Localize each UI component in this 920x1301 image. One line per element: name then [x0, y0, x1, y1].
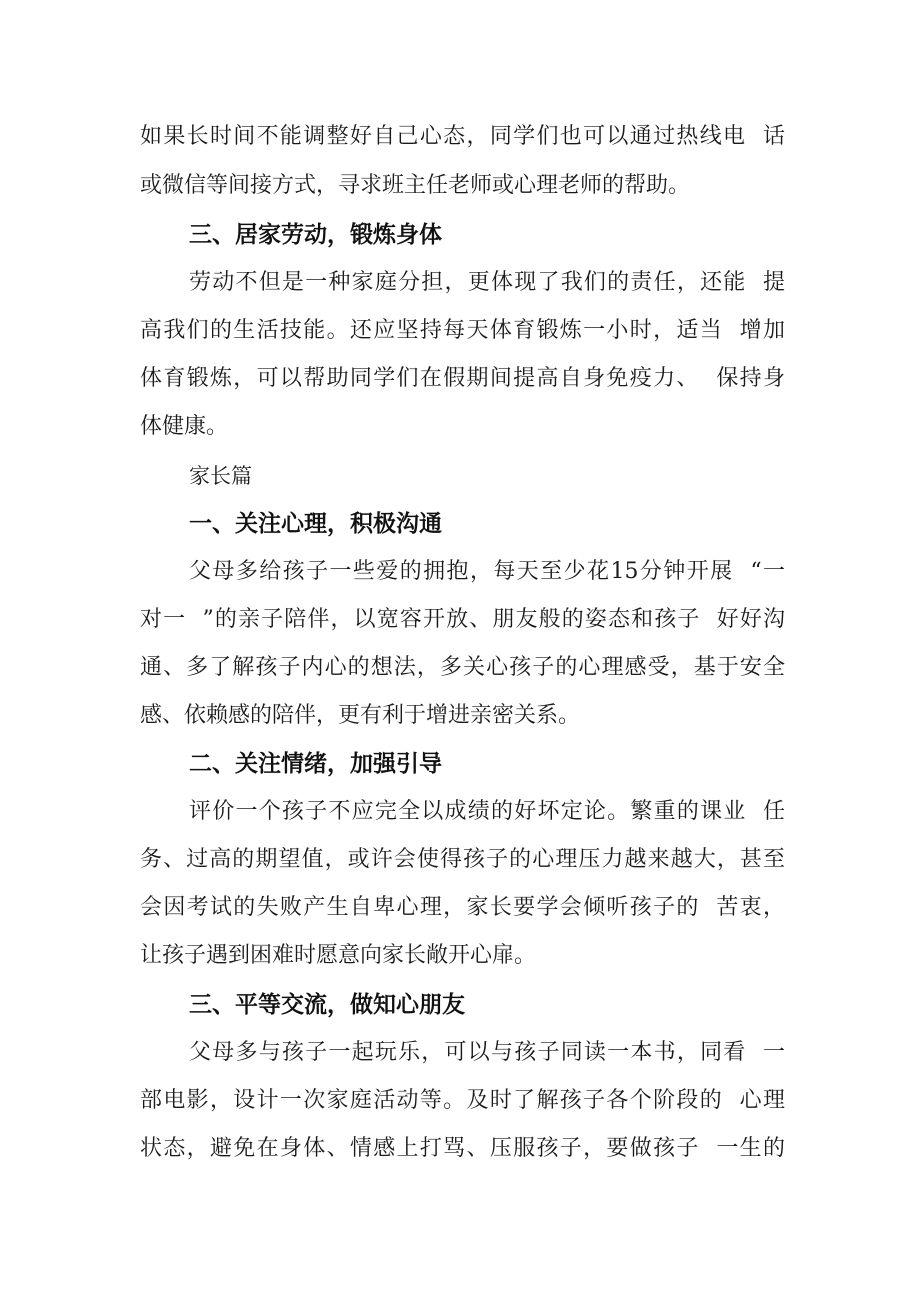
- paragraph-line: 劳动不但是一种家庭分担，更体现了我们的责任，还能 提: [189, 270, 785, 295]
- paragraph-line: 体育锻炼，可以帮助同学们在假期间提高自身免疫力、 保持身: [140, 366, 785, 391]
- paragraph-line: 评价一个孩子不应完全以成绩的好坏定论。繁重的课业 任: [189, 799, 785, 824]
- paragraph-line: 通、多了解孩子内心的想法，多关心孩子的心理感受，基于安全: [140, 655, 785, 680]
- paragraph-line: 让孩子遇到困难时愿意向家长敞开心扉。: [140, 943, 537, 968]
- parent-part-label: 家长篇: [189, 464, 252, 488]
- section-heading-parent-1: 一、关注心理，积极沟通: [189, 511, 442, 537]
- paragraph-line: 如果长时间不能调整好自己心态，同学们也可以通过热线电 话: [140, 124, 785, 149]
- section-heading-student-3: 三、居家劳动，锻炼身体: [189, 222, 442, 248]
- paragraph-line: 体健康。: [140, 414, 229, 439]
- paragraph-line: 务、过高的期望值，或许会使得孩子的心理压力越来越大，甚至: [140, 847, 785, 872]
- paragraph-line: 会因考试的失败产生自卑心理，家长要学会倾听孩子的 苦衷，: [140, 895, 785, 920]
- paragraph-line: 对一 ”的亲子陪伴，以宽容开放、朋友般的姿态和孩子 好好沟: [140, 607, 785, 632]
- paragraph-line: 状态，避免在身体、情感上打骂、压服孩子，要做孩子 一生的: [140, 1136, 785, 1161]
- section-heading-parent-3: 三、平等交流，做知心朋友: [189, 992, 465, 1018]
- paragraph-line: 部电影，设计一次家庭活动等。及时了解孩子各个阶段的 心理: [140, 1088, 785, 1113]
- paragraph-line: 或微信等间接方式，寻求班主任老师或心理老师的帮助。: [140, 173, 691, 198]
- paragraph-line: 感、依赖感的陪伴，更有利于增进亲密关系。: [140, 703, 581, 728]
- section-heading-parent-2: 二、关注情绪，加强引导: [189, 751, 442, 777]
- paragraph-line: 高我们的生活技能。还应坚持每天体育锻炼一小时，适当 增加: [140, 318, 785, 343]
- paragraph-line: 父母多给孩子一些爱的拥抱，每天至少花15分钟开展 “一: [189, 559, 785, 584]
- paragraph-line: 父母多与孩子一起玩乐，可以与孩子同读一本书，同看 一: [189, 1040, 785, 1065]
